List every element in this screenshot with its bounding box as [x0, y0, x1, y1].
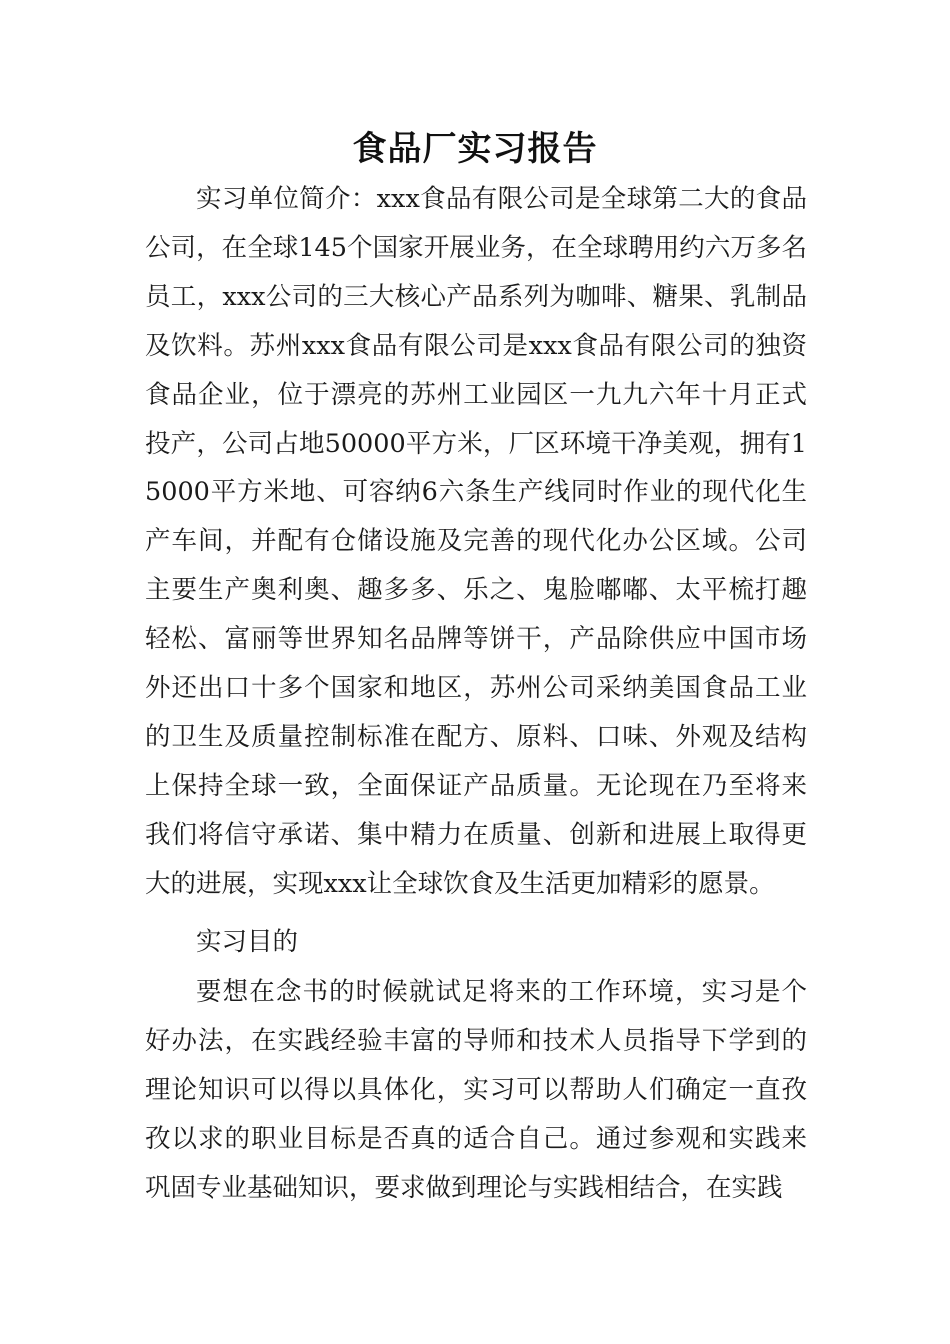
company-intro-paragraph: 实习单位简介：xxx食品有限公司是全球第二大的食品公司，在全球145个国家开展业务，在全球聘用约六万多名员工，xxx公司的三大核心产品系列为咖啡、糖果、乳制品及饮料。苏州xxx食品有限公司是xxx食品有限公司的独资食品企业，位于漂亮的苏州工业园区一九九六年十月正式投产，公司占地50000平方米，厂区环境干净美观，拥有15000平方米地、可容纳6六条生产线同时作业的现代化生产车间，并配有仓储设施及完善的现代化办公区域。公司主要生产奥利奥、趣多多、乐之、鬼脸嘟嘟、太平梳打趣轻松、富丽等世界知名品牌等饼干，产品除供应中国市场外还出口十多个国家和地区，苏州公司采纳美国食品工业的卫生及质量控制标准在配方、原料、口味、外观及结构上保持全球一致，全面保证产品质量。无论现在乃至将来我们将信守承诺、集中精力在质量、创新和进展上取得更大的进展，实现xxx让全球饮食及生活更加精彩的愿景。	[145, 184, 807, 899]
purpose-paragraph: 要想在念书的时候就试足将来的工作环境，实习是个好办法，在实践经验丰富的导师和技术人员指导下学到的理论知识可以得以具体化，实习可以帮助人们确定一直孜孜以求的职业目标是否真的适合自己。通过参观和实践来巩固专业基础知识，要求做到理论与实践相结合，在实践	[145, 977, 807, 1203]
document-title: 食品厂实习报告	[352, 129, 598, 169]
section-heading: 实习目的	[196, 927, 299, 957]
